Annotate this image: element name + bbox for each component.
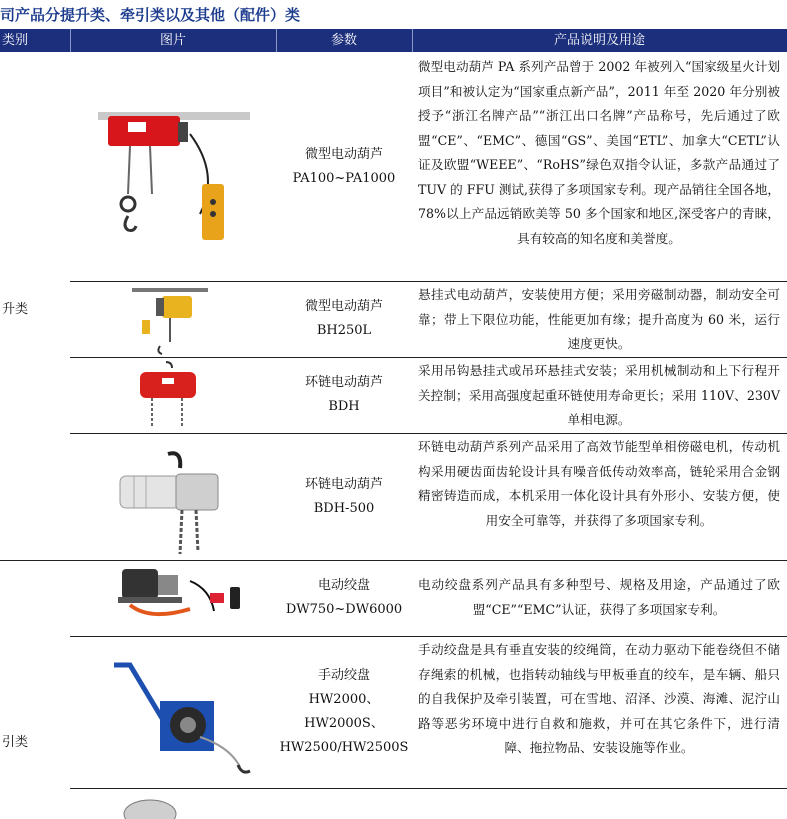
params-cell (276, 637, 412, 787)
chain-hoist-red-image (70, 358, 276, 432)
product-description: 手动绞盘是具有垂直安装的绞绳筒，在动力驱动下能卷绕但不储存绳索的机械，也指转动轴线与甲板垂直的绞车，是车辆、船只的自我保护及牵引装置，可在雪地、沼泽、沙漠、海滩、泥泞山路等恶劣环境中进行自救和施救，并可在其它条件下，进行清障、拖拉物品、安装设施等作业。 (418, 642, 780, 755)
product-name: 微型电动葫芦 (304, 147, 383, 162)
product-model: BDH-500 (313, 500, 375, 516)
product-model: DW750~DW6000 (285, 602, 403, 617)
product-name: 手动绞盘 (317, 668, 370, 683)
product-model: HW2000、 HW2000S、 HW2500/HW2500S (279, 692, 409, 755)
page-title: 司产品分提升类、牵引类以及其他（配件）类 (0, 6, 301, 24)
product-description: 采用吊钩悬挂式或吊环悬挂式安装；采用机械制动和上下行程开关控制；采用高强度起重环链使用寿命更长；采用 110V、230V 单相电源。 (418, 363, 780, 427)
product-name: 微型电动葫芦 (304, 299, 383, 314)
category-traction: 引类 (2, 735, 29, 750)
product-description: 电动绞盘系列产品具有多种型号、规格及用途，产品通过了欧盟“CE”“EMC”认证，获得了多项国家专利。 (418, 577, 780, 617)
params-cell (276, 282, 412, 356)
product-model: BH250L (316, 323, 372, 338)
product-model: BDH (328, 399, 360, 414)
suspended-hoist-image (70, 282, 276, 356)
product-name: 环链电动葫芦 (304, 375, 383, 390)
product-description: 微型电动葫芦 PA 系列产品曾于 2002 年被列入“国家级星火计划项目”和被认定为“国家重点新产品”，2011 年至 2020 年分别被授予“浙江名牌产品”“浙江出口名牌”产品称号，先后通过了欧盟“CE”、“EMC”、德国“GS”、美国“ETL”、加拿大“CETL”认证及欧盟“WEEE”、“RoHS”绿色双指令认证，多款产品通过了 TUV 的 FFU 测试,获得了多项国家专利。现产品销往全国各地，78%以上产品远销欧美等 50 多个国家和地区,深受客户的青睐，具有较高的知名度和美誉度。 (418, 59, 780, 246)
electric-winch-image (70, 561, 276, 635)
chain-hoist-white-image (70, 434, 276, 559)
mini-electric-hoist-image (70, 54, 276, 280)
product-description: 环链电动葫芦系列产品采用了高效节能型单相傍磁电机，传动机构采用硬齿面齿轮设计具有噪音低传动效率高，链轮采用合金钢精密铸造而成，本机采用一体化设计具有外形小、安装方便，使用安全可靠等，并获得了多项国家专利。 (418, 439, 780, 528)
category-lifting: 升类 (2, 302, 29, 317)
header-image: 图片 (159, 33, 186, 48)
hand-winch-image (70, 637, 276, 787)
next-product-image (70, 792, 276, 819)
product-description: 悬挂式电动葫芦，安装使用方便；采用旁磁制动器，制动安全可靠；带上下限位功能，性能更加有缘；提升高度为 60 米，运行速度更快。 (418, 287, 780, 351)
params-cell (276, 358, 412, 432)
params-cell (276, 434, 412, 559)
header-category: 类别 (2, 33, 29, 48)
row-divider (70, 788, 787, 789)
product-name: 环链电动葫芦 (304, 476, 383, 492)
header-params: 参数 (330, 33, 357, 48)
params-cell (276, 561, 412, 635)
product-model: PA100~PA1000 (292, 171, 396, 186)
product-name: 电动绞盘 (317, 578, 370, 593)
header-description: 产品说明及用途 (553, 33, 645, 48)
params-cell (276, 54, 412, 280)
